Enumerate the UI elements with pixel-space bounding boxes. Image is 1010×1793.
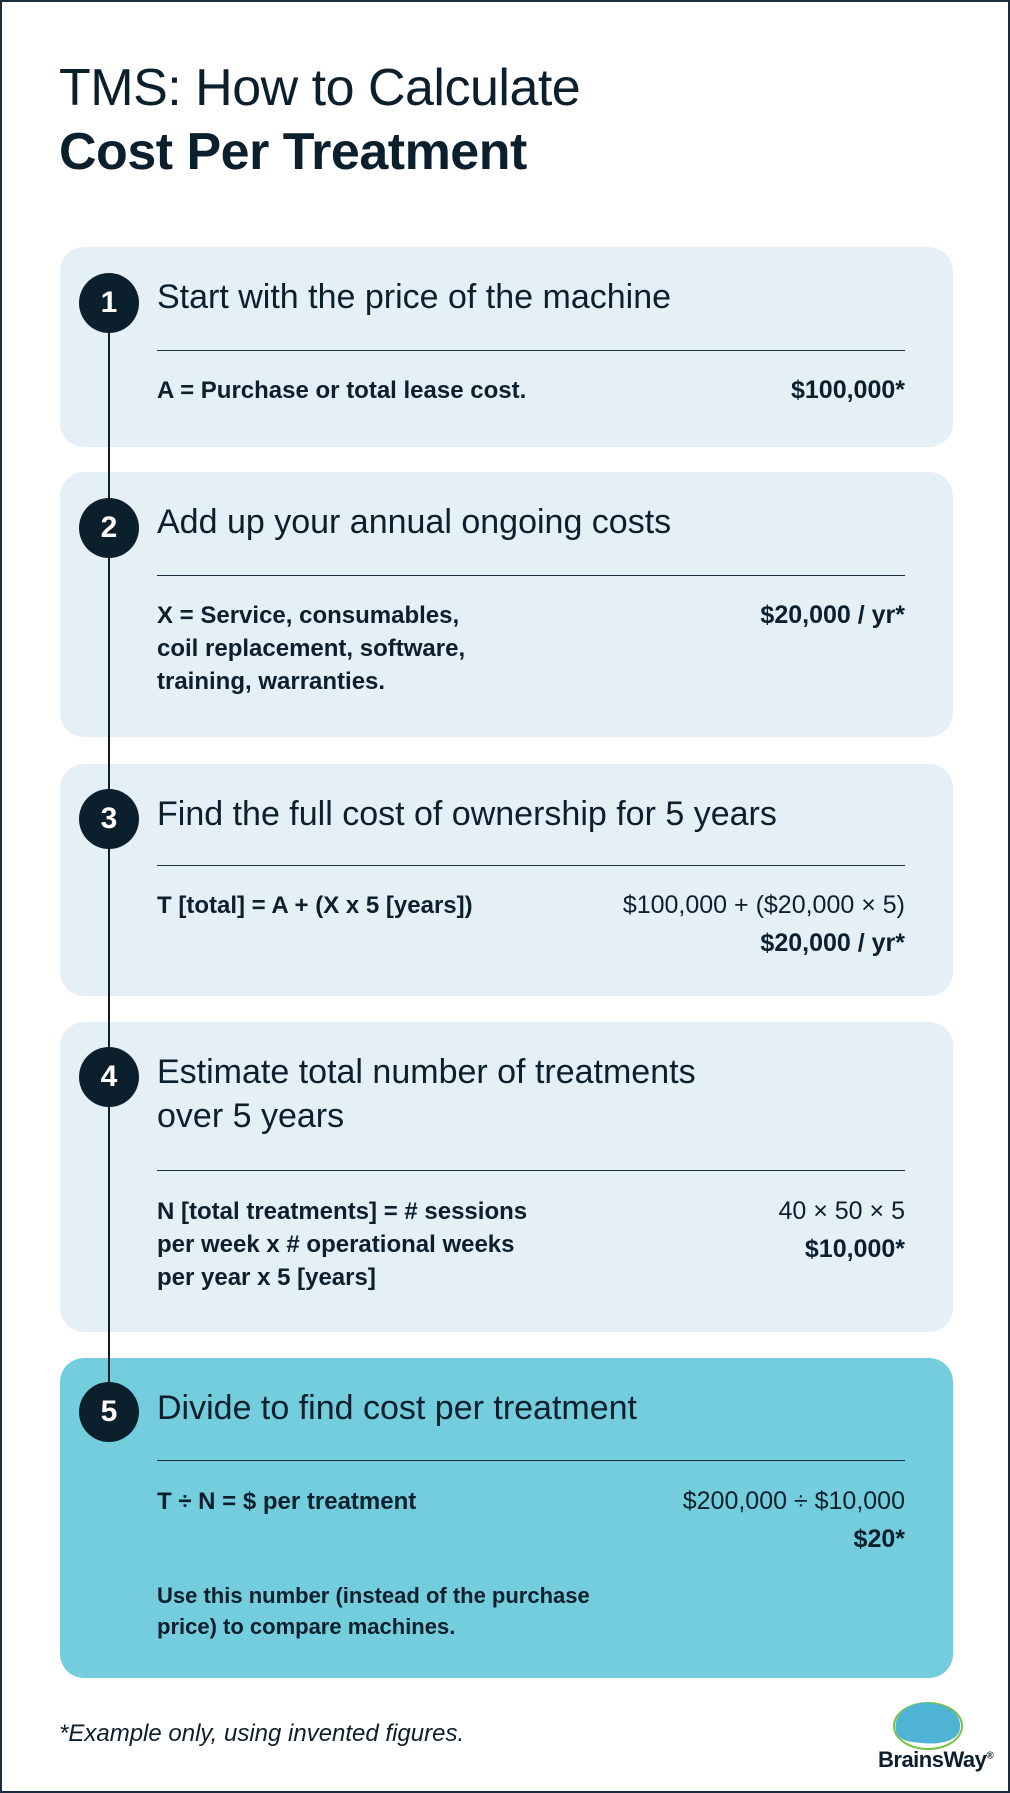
step-1-formula: A = Purchase or total lease cost. bbox=[157, 377, 527, 404]
step-4-calc: 40 × 50 × 5 bbox=[778, 1197, 905, 1225]
page-title bbox=[59, 57, 580, 185]
title-line-1: TMS: How to Calculate bbox=[59, 59, 581, 117]
step-5-value bbox=[683, 1482, 905, 1558]
step-3-result: $20,000 / yr* bbox=[760, 929, 905, 957]
step-5-result: $20* bbox=[853, 1525, 905, 1553]
step-4-heading bbox=[157, 1050, 696, 1138]
step-4-heading-line: over 5 years bbox=[157, 1097, 345, 1135]
step-4-formula bbox=[157, 1195, 527, 1294]
step-3-formula: T [total] = A + (X x 5 [years]) bbox=[157, 892, 473, 919]
step-4-formula-line: per year x 5 [years] bbox=[157, 1264, 376, 1291]
registered-mark: ® bbox=[986, 1750, 994, 1762]
footnote: *Example only, using invented figures. bbox=[59, 1720, 465, 1747]
step-4-formula-line: per week x # operational weeks bbox=[157, 1231, 515, 1258]
logo-wordmark bbox=[878, 1747, 994, 1773]
step-2-formula-line: coil replacement, software, bbox=[157, 635, 466, 662]
step-5-divider bbox=[157, 1460, 905, 1461]
step-2-value bbox=[760, 596, 905, 634]
step-4-value bbox=[778, 1192, 905, 1268]
step-4-formula-line: N [total treatments] = # sessions bbox=[157, 1198, 528, 1225]
step-card-4 bbox=[60, 1022, 953, 1332]
step-3-calc: $100,000 + ($20,000 × 5) bbox=[622, 891, 905, 919]
step-number-1: 1 bbox=[79, 273, 139, 333]
brainsway-logo bbox=[878, 1695, 994, 1775]
logo-text: BrainsWay bbox=[878, 1747, 987, 1772]
step-2-heading: Add up your annual ongoing costs bbox=[157, 503, 672, 541]
step-3-divider bbox=[157, 865, 905, 866]
step-number-4: 4 bbox=[79, 1047, 139, 1107]
step-2-formula-line: X = Service, consumables, bbox=[157, 602, 460, 629]
step-4-divider bbox=[157, 1170, 905, 1171]
step-2-formula bbox=[157, 599, 465, 698]
step-card-5 bbox=[60, 1358, 953, 1678]
step-1-value bbox=[791, 371, 905, 409]
step-1-divider bbox=[157, 350, 905, 351]
step-2-formula-line: training, warranties. bbox=[157, 668, 386, 695]
step-4-result: $10,000* bbox=[804, 1235, 905, 1263]
step-number-5: 5 bbox=[79, 1382, 139, 1442]
step-3-value bbox=[623, 886, 905, 962]
step-5-heading: Divide to find cost per treatment bbox=[157, 1389, 638, 1427]
timeline-connector bbox=[108, 302, 110, 1410]
step-1-heading: Start with the price of the machine bbox=[157, 278, 672, 316]
step-2-result: $20,000 / yr* bbox=[760, 601, 905, 629]
step-card-3 bbox=[60, 764, 953, 996]
step-number-2: 2 bbox=[79, 498, 139, 558]
brain-logo-icon bbox=[878, 1695, 978, 1751]
step-5-formula: T ÷ N = $ per treatment bbox=[157, 1488, 417, 1515]
step-card-2 bbox=[60, 472, 953, 737]
step-2-divider bbox=[157, 575, 905, 576]
step-3-heading: Find the full cost of ownership for 5 years bbox=[157, 795, 777, 833]
step-5-note-line: Use this number (instead of the purchase bbox=[157, 1583, 590, 1608]
step-card-1 bbox=[60, 247, 953, 447]
step-number-3: 3 bbox=[79, 789, 139, 849]
title-line-2: Cost Per Treatment bbox=[59, 123, 527, 181]
step-5-note bbox=[157, 1580, 657, 1642]
step-4-heading-line: Estimate total number of treatments bbox=[157, 1053, 696, 1091]
step-5-calc: $200,000 ÷ $10,000 bbox=[682, 1487, 905, 1515]
step-5-note-line: price) to compare machines. bbox=[157, 1614, 456, 1639]
step-1-result: $100,000* bbox=[790, 376, 905, 404]
